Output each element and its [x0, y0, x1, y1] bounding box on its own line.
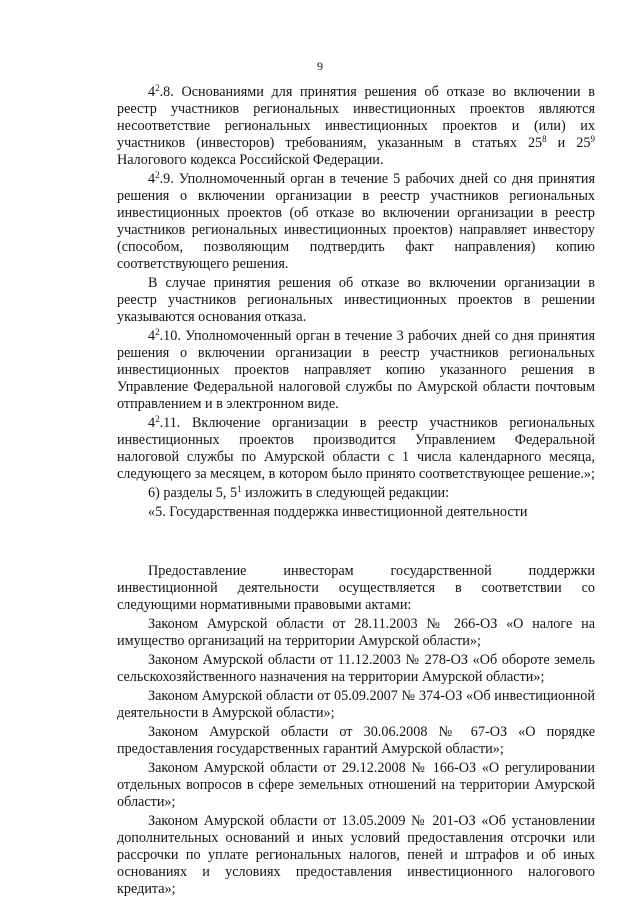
superscript: 2: [155, 327, 160, 337]
text-run: 4: [148, 328, 156, 344]
text-run: В случае принятия решения об отказе во включении организации в реестр участников региональных инвестиционных проектов в решении указываются основания отказа.: [117, 275, 595, 325]
text-run: Законом Амурской области от 30.06.2008 № 67-ОЗ «О порядке предоставления государственных гарантий Амурской области»;: [117, 724, 595, 757]
paragraph: [117, 724, 595, 758]
paragraph: [117, 563, 595, 614]
superscript: 2: [155, 83, 160, 93]
text-run: Налогового кодекса Российской Федерации.: [117, 152, 384, 168]
page-number: 9: [317, 59, 323, 73]
paragraph: [117, 616, 595, 650]
paragraph: [117, 652, 595, 686]
text-run: Законом Амурской области от 11.12.2003 № 278-ОЗ «Об обороте земель сельскохозяйственного назначения на территории Амурской области»;: [117, 652, 595, 685]
superscript: 8: [542, 134, 547, 144]
text-run: .11. Включение организации в реестр участников региональных инвестиционных проектов производится Управлением Федеральной налоговой службы по Амурской области с 1 числа календарного месяца, следующего за месяцем, в котором было принято соответствующее решение.»;: [117, 415, 595, 482]
paragraph: [117, 328, 595, 413]
text-run: .9. Уполномоченный орган в течение 5 рабочих дней со дня принятия решения о включении организации в реестр участников региональных инвестиционных проектов (об отказе во включении организации в реестр участников региональных инвестиционных проектов) направляет инвестору (способом, позволяющим подтвердить факт направления) копию соответствующего решения.: [117, 171, 595, 272]
paragraph: [117, 415, 595, 483]
text-run: 4: [148, 84, 156, 100]
paragraph: [117, 485, 595, 502]
superscript: 2: [155, 414, 160, 424]
document-body: [117, 84, 595, 900]
text-run: .8. Основаниями для принятия решения об отказе во включении в реестр участников региональных инвестиционных проектов являются несоответствие региональных инвестиционных проектов и (или) их участников (инвесторов) требованиям, указанным в статьях 25: [117, 84, 595, 151]
text-run: Законом Амурской области от 13.05.2009 № 201-ОЗ «Об установлении дополнительных оснований и иных условий предоставления отсрочки или рассрочки по уплате региональных налогов, пеней и штрафов и об иных основаниях и условиях предоставления инвестиционного налогового кредита»;: [117, 813, 595, 897]
paragraph: [117, 275, 595, 326]
paragraph: [117, 171, 595, 273]
text-run: и 25: [546, 135, 591, 151]
paragraph: [117, 84, 595, 169]
superscript: 1: [237, 484, 242, 494]
text-run: 6) разделы 5, 5: [148, 485, 238, 501]
text-run: изложить в следующей редакции:: [241, 485, 450, 501]
superscript: 9: [590, 134, 595, 144]
text-run: Законом Амурской области от 28.11.2003 № 266-ОЗ «О налоге на имущество организаций на территории Амурской области»;: [117, 616, 595, 649]
text-run: .10. Уполномоченный орган в течение 3 рабочих дней со дня принятия решения о включении организации в реестр участников региональных инвестиционных проектов направляет копию указанного решения в Управление Федеральной налоговой службы по Амурской области почтовым отправлением и в электронном виде.: [117, 328, 595, 412]
text-run: 4: [148, 171, 156, 187]
text-run: Предоставление инвесторам государственной поддержки инвестиционной деятельности осуществляется в соответствии со следующими нормативными правовыми актами:: [117, 563, 595, 613]
paragraph: [117, 813, 595, 898]
paragraph: [117, 504, 595, 521]
paragraph: [117, 760, 595, 811]
paragraph: [117, 688, 595, 722]
text-run: Законом Амурской области от 05.09.2007 № 374-ОЗ «Об инвестиционной деятельности в Амурской области»;: [117, 688, 595, 721]
text-run: Законом Амурской области от 29.12.2008 № 166-ОЗ «О регулировании отдельных вопросов в сфере земельных отношений на территории Амурской области»;: [117, 760, 595, 810]
text-run: 4: [148, 415, 156, 431]
superscript: 2: [155, 170, 160, 180]
text-run: «5. Государственная поддержка инвестиционной деятельности: [148, 504, 528, 520]
